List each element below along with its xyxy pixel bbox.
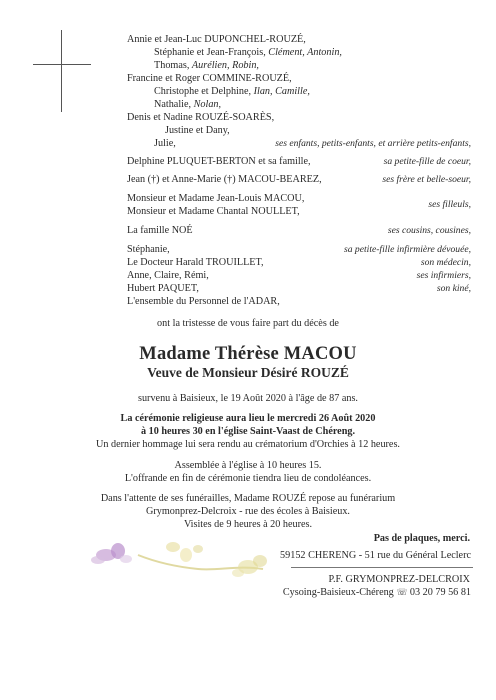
relationship-label: ses cousins, cousines, xyxy=(387,225,471,236)
family-name: Denis et Nadine ROUZÉ-SOARÈS, xyxy=(127,112,275,123)
visits-line: Visites de 9 heures à 20 heures. xyxy=(183,519,313,530)
family-name: Christophe et Delphine, xyxy=(154,86,254,97)
no-plaques-note: Pas de plaques, merci. xyxy=(373,533,470,544)
family-line xyxy=(127,173,322,186)
family-line xyxy=(154,59,259,72)
family-line xyxy=(154,98,221,111)
deceased-name: Madame Thérèse MACOU xyxy=(139,344,357,364)
family-line xyxy=(127,33,306,46)
relationship-label: son médecin, xyxy=(420,257,471,268)
family-name: La famille NOÉ xyxy=(127,225,193,236)
cross-vertical xyxy=(61,30,62,112)
family-line xyxy=(127,224,193,237)
address-line: 59152 CHERENG - 51 rue du Général Leclerc xyxy=(280,550,471,561)
family-line xyxy=(127,155,311,168)
family-name: Francine et Roger COMMINE-ROUZÉ, xyxy=(127,73,292,84)
family-name: Anne, Claire, Rémi, xyxy=(127,270,209,281)
relationship-label: ses infirmiers, xyxy=(416,270,471,281)
family-name: Thomas, xyxy=(154,60,192,71)
family-line xyxy=(165,124,230,137)
relationship-label: ses filleuls, xyxy=(428,199,471,210)
relationship-label: son kiné, xyxy=(436,283,471,294)
family-line xyxy=(127,111,274,124)
funeral-home-location: Cysoing-Baisieux-Chéreng xyxy=(282,587,394,598)
family-name: Le Docteur Harald TROUILLET, xyxy=(127,257,264,268)
homage-line: Un dernier hommage lui sera rendu au crématorium d'Orchies à 12 heures. xyxy=(96,439,400,450)
assembly-line: Assemblée à l'église à 10 heures 15. xyxy=(174,460,322,471)
relationship-label: sa petite-fille infirmière dévouée, xyxy=(344,244,471,255)
family-name: L'ensemble du Personnel de l'ADAR, xyxy=(127,296,280,307)
offering-line: L'offrande en fin de cérémonie tiendra lieu de condoléances. xyxy=(124,473,372,484)
family-name: Annie et Jean-Luc DUPONCHEL-ROUZÉ, xyxy=(127,34,306,45)
ceremony-line-1: La cérémonie religieuse aura lieu le mercredi 26 Août 2020 xyxy=(120,413,376,424)
family-name: Jean (†) et Anne-Marie (†) MACOU-BEAREZ, xyxy=(127,174,322,185)
family-line xyxy=(127,192,304,205)
death-line: survenu à Baisieux, le 19 Août 2020 à l'âge de 87 ans. xyxy=(138,393,358,404)
intro-text: ont la tristesse de vous faire part du décès de xyxy=(157,318,339,329)
funeral-home-name: P.F. GRYMONPREZ-DELCROIX xyxy=(328,574,470,585)
family-name: Justine et Dany, xyxy=(165,125,230,136)
family-line xyxy=(127,269,209,282)
rest-line-2: Grymonprez-Delcroix - rue des écoles à Baisieux. xyxy=(146,506,350,517)
grandchildren-names: Clément, Antonin, xyxy=(268,47,342,58)
family-name: Julie, xyxy=(154,138,176,149)
family-name: Stéphanie et Jean-François, xyxy=(154,47,269,58)
family-line xyxy=(127,295,280,308)
funeral-home-phone: 03 20 79 56 81 xyxy=(409,587,471,598)
family-name: Monsieur et Madame Chantal NOULLET, xyxy=(127,206,300,217)
ceremony-line-2: à 10 heures 30 en l'église Saint-Vaast de Chéreng. xyxy=(140,426,356,437)
family-line xyxy=(127,282,199,295)
cross-horizontal xyxy=(33,64,91,65)
family-name: Monsieur et Madame Jean-Louis MACOU, xyxy=(127,193,305,204)
grandchildren-names: Aurélien, Robin, xyxy=(191,60,259,71)
relationship-label: ses enfants, petits-enfants, et arrière petits-enfants, xyxy=(275,138,471,149)
family-line xyxy=(127,256,264,269)
family-line xyxy=(127,72,292,85)
family-name: Delphine PLUQUET-BERTON et sa famille, xyxy=(127,156,311,167)
family-line xyxy=(127,243,170,256)
family-name: Nathalie, xyxy=(154,99,194,110)
family-line xyxy=(154,85,310,98)
relationship-label: ses frère et belle-soeur, xyxy=(382,174,471,185)
grandchildren-names: Ilan, Camille, xyxy=(253,86,310,97)
rest-line-1: Dans l'attente de ses funérailles, Madame ROUZÉ repose au funérarium xyxy=(100,493,396,504)
family-line xyxy=(127,205,300,218)
family-name: Hubert PAQUET, xyxy=(127,283,199,294)
flower-decoration xyxy=(78,525,278,585)
widow-line: Veuve de Monsieur Désiré ROUZÉ xyxy=(147,365,349,380)
grandchildren-names: Nolan, xyxy=(193,99,222,110)
family-line xyxy=(154,46,342,59)
family-name: Stéphanie, xyxy=(127,244,170,255)
separator-line xyxy=(291,567,473,568)
relationship-label: sa petite-fille de coeur, xyxy=(383,156,471,167)
funeral-home-contact xyxy=(283,586,471,599)
telephone-icon: ☏ xyxy=(396,587,408,597)
family-line xyxy=(154,137,176,150)
